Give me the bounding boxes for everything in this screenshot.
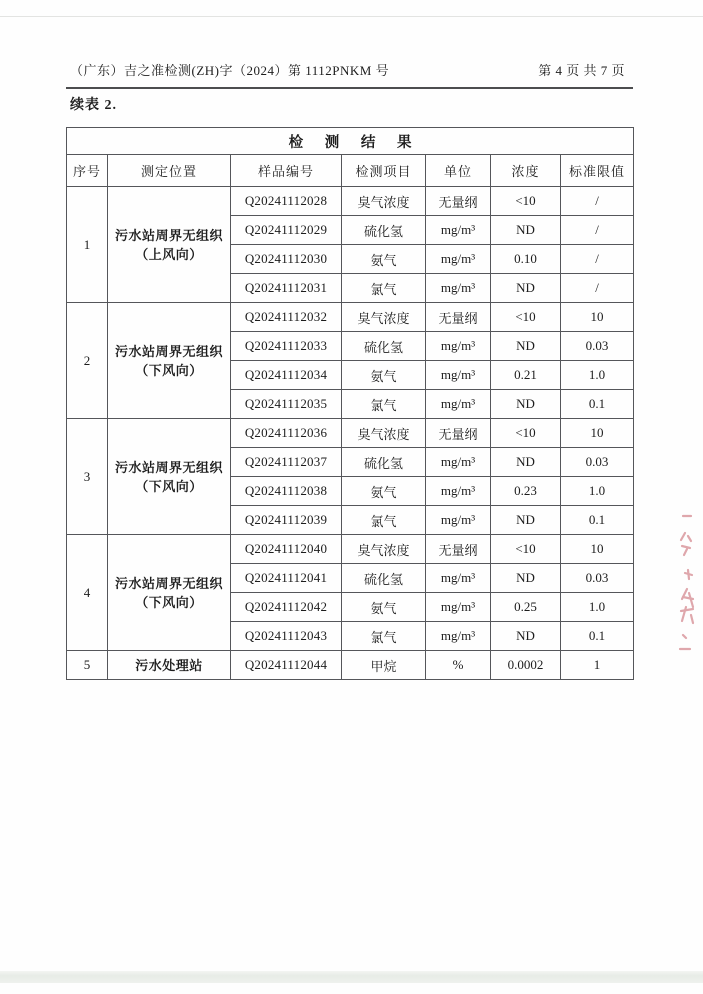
- col-header-unit: 单位: [426, 155, 491, 187]
- cell-seq-no: 1: [67, 187, 108, 303]
- cell-standard-limit: 1.0: [561, 593, 634, 622]
- location-line-1: 污水站周界无组织: [114, 575, 223, 591]
- cell-sample-id: Q20241112038: [231, 477, 342, 506]
- cell-standard-limit: 10: [561, 535, 634, 564]
- cell-standard-limit: /: [561, 274, 634, 303]
- cell-concentration: ND: [491, 216, 561, 245]
- cell-location: [108, 187, 231, 303]
- table-column-header-row: [67, 155, 634, 187]
- cell-test-item: 氯气: [342, 274, 426, 303]
- cell-standard-limit: 1.0: [561, 477, 634, 506]
- cell-concentration: <10: [491, 419, 561, 448]
- cell-standard-limit: 0.1: [561, 622, 634, 651]
- cell-seq-no: 4: [67, 535, 108, 651]
- cell-sample-id: Q20241112036: [231, 419, 342, 448]
- cell-unit: %: [426, 651, 491, 680]
- col-header-limit: 标准限值: [561, 155, 634, 187]
- header-rule: [66, 87, 633, 89]
- cell-sample-id: Q20241112037: [231, 448, 342, 477]
- cell-test-item: 氨气: [342, 593, 426, 622]
- cell-location: [108, 651, 231, 680]
- cell-test-item: 硫化氢: [342, 564, 426, 593]
- cell-concentration: <10: [491, 187, 561, 216]
- cell-unit: mg/m³: [426, 216, 491, 245]
- cell-unit: mg/m³: [426, 245, 491, 274]
- col-header-location: 测定位置: [108, 155, 231, 187]
- cell-test-item: 臭气浓度: [342, 535, 426, 564]
- cell-concentration: ND: [491, 274, 561, 303]
- cell-unit: mg/m³: [426, 477, 491, 506]
- cell-unit: 无量纲: [426, 303, 491, 332]
- table-row: [67, 187, 634, 216]
- cell-unit: mg/m³: [426, 593, 491, 622]
- cell-standard-limit: /: [561, 216, 634, 245]
- cell-unit: mg/m³: [426, 361, 491, 390]
- page-indicator: 第 4 页 共 7 页: [538, 63, 625, 78]
- cell-sample-id: Q20241112034: [231, 361, 342, 390]
- cell-test-item: 硫化氢: [342, 448, 426, 477]
- report-number: （广东）吉之准检测(ZH)字（2024）第 1112PNKM 号: [70, 63, 390, 78]
- location-line-2: （下风向）: [135, 594, 203, 610]
- cell-concentration: 0.0002: [491, 651, 561, 680]
- cell-concentration: ND: [491, 506, 561, 535]
- cell-concentration: ND: [491, 622, 561, 651]
- location-line-2: （上风向）: [135, 246, 203, 262]
- cell-sample-id: Q20241112039: [231, 506, 342, 535]
- cell-concentration: <10: [491, 303, 561, 332]
- cell-concentration: ND: [491, 564, 561, 593]
- cell-concentration: <10: [491, 535, 561, 564]
- cell-seq-no: 3: [67, 419, 108, 535]
- cell-test-item: 氨气: [342, 245, 426, 274]
- cell-test-item: 硫化氢: [342, 332, 426, 361]
- cell-test-item: 氨气: [342, 361, 426, 390]
- cell-test-item: 硫化氢: [342, 216, 426, 245]
- location-line-1: 污水站周界无组织: [114, 459, 223, 475]
- location-line-2: （下风向）: [135, 362, 203, 378]
- scan-edge-bottom: [0, 971, 703, 983]
- cell-unit: mg/m³: [426, 564, 491, 593]
- results-table: [66, 127, 634, 680]
- cell-concentration: 0.10: [491, 245, 561, 274]
- table-row: [67, 651, 634, 680]
- cell-test-item: 氨气: [342, 477, 426, 506]
- cell-sample-id: Q20241112042: [231, 593, 342, 622]
- cell-standard-limit: 0.1: [561, 506, 634, 535]
- page-header: [70, 60, 625, 79]
- cell-concentration: ND: [491, 332, 561, 361]
- cell-unit: 无量纲: [426, 419, 491, 448]
- cell-location: [108, 535, 231, 651]
- cell-concentration: 0.23: [491, 477, 561, 506]
- cell-concentration: ND: [491, 390, 561, 419]
- cell-concentration: 0.21: [491, 361, 561, 390]
- cell-unit: mg/m³: [426, 622, 491, 651]
- cell-unit: mg/m³: [426, 274, 491, 303]
- cell-sample-id: Q20241112040: [231, 535, 342, 564]
- cell-concentration: ND: [491, 448, 561, 477]
- table-title-row: [67, 128, 634, 155]
- cell-test-item: 氯气: [342, 622, 426, 651]
- cell-sample-id: Q20241112044: [231, 651, 342, 680]
- cell-seq-no: 2: [67, 303, 108, 419]
- cell-test-item: 臭气浓度: [342, 187, 426, 216]
- table-row: [67, 419, 634, 448]
- location-line-1: 污水站周界无组织: [114, 343, 223, 359]
- cell-standard-limit: 0.1: [561, 390, 634, 419]
- cell-unit: mg/m³: [426, 506, 491, 535]
- cell-sample-id: Q20241112030: [231, 245, 342, 274]
- cell-seq-no: 5: [67, 651, 108, 680]
- red-seal-strokes: [680, 516, 693, 649]
- scan-edge-top: [0, 16, 703, 17]
- cell-sample-id: Q20241112032: [231, 303, 342, 332]
- cell-concentration: 0.25: [491, 593, 561, 622]
- cell-standard-limit: 0.03: [561, 332, 634, 361]
- cell-sample-id: Q20241112031: [231, 274, 342, 303]
- cell-test-item: 氯气: [342, 506, 426, 535]
- cell-test-item: 氯气: [342, 390, 426, 419]
- cell-unit: mg/m³: [426, 390, 491, 419]
- col-header-item: 检测项目: [342, 155, 426, 187]
- cell-sample-id: Q20241112043: [231, 622, 342, 651]
- cell-standard-limit: /: [561, 187, 634, 216]
- cell-location: [108, 303, 231, 419]
- cell-standard-limit: 1.0: [561, 361, 634, 390]
- cell-sample-id: Q20241112035: [231, 390, 342, 419]
- cell-test-item: 甲烷: [342, 651, 426, 680]
- cell-location: [108, 419, 231, 535]
- cell-test-item: 臭气浓度: [342, 303, 426, 332]
- cell-unit: 无量纲: [426, 535, 491, 564]
- cell-unit: 无量纲: [426, 187, 491, 216]
- cell-test-item: 臭气浓度: [342, 419, 426, 448]
- cell-standard-limit: 10: [561, 419, 634, 448]
- cell-sample-id: Q20241112029: [231, 216, 342, 245]
- cell-sample-id: Q20241112041: [231, 564, 342, 593]
- cell-standard-limit: /: [561, 245, 634, 274]
- cell-standard-limit: 0.03: [561, 564, 634, 593]
- cell-sample-id: Q20241112028: [231, 187, 342, 216]
- continued-table-label: 续表 2.: [70, 98, 117, 113]
- cell-unit: mg/m³: [426, 448, 491, 477]
- cell-standard-limit: 10: [561, 303, 634, 332]
- col-header-concentration: 浓度: [491, 155, 561, 187]
- location-line-1: 污水站周界无组织: [114, 227, 223, 243]
- col-header-seq: 序号: [67, 155, 108, 187]
- cell-standard-limit: 1: [561, 651, 634, 680]
- table-row: [67, 535, 634, 564]
- location-line-1: 污水处理站: [135, 657, 203, 673]
- red-seal-fragment: [655, 503, 703, 663]
- cell-unit: mg/m³: [426, 332, 491, 361]
- col-header-sample-id: 样品编号: [231, 155, 342, 187]
- cell-standard-limit: 0.03: [561, 448, 634, 477]
- cell-sample-id: Q20241112033: [231, 332, 342, 361]
- location-line-2: （下风向）: [135, 478, 203, 494]
- table-title: 检 测 结 果: [67, 128, 634, 155]
- results-table-body: [67, 187, 634, 680]
- table-row: [67, 303, 634, 332]
